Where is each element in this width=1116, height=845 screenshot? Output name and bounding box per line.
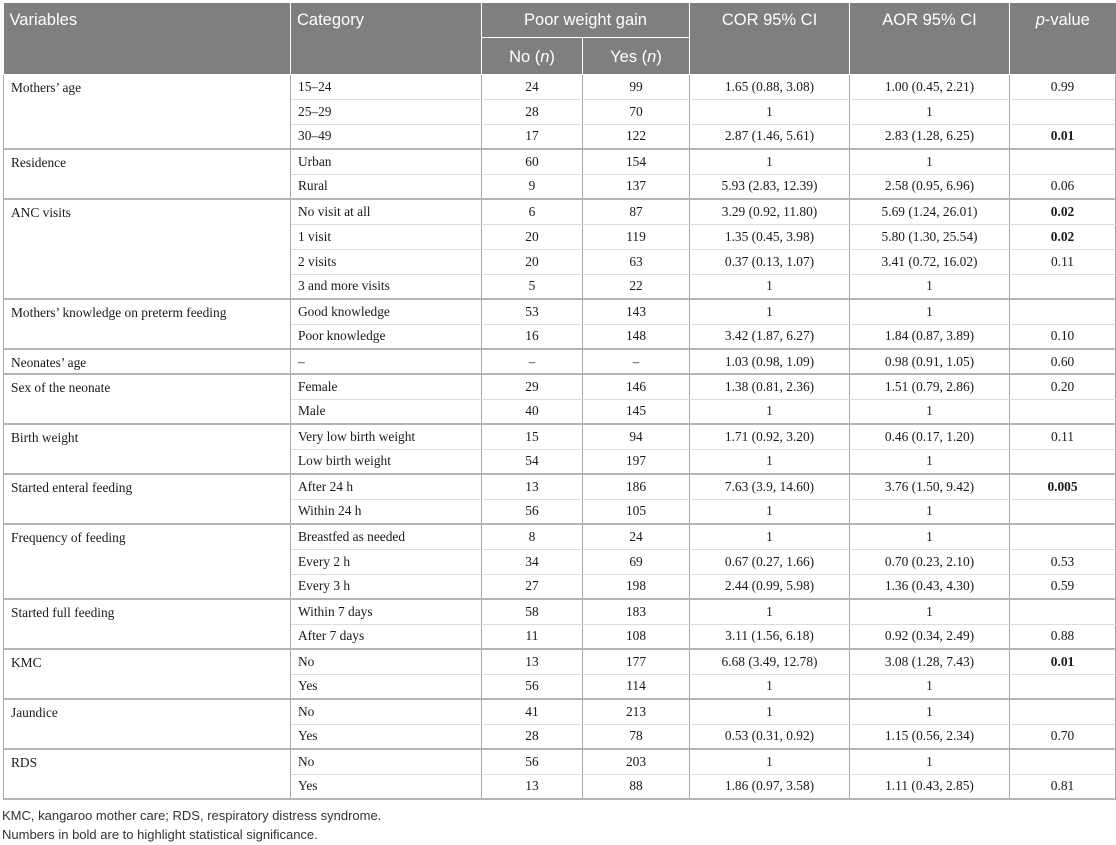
- p-value-cell: [1010, 399, 1116, 424]
- no-count-cell: 16: [482, 324, 583, 349]
- yes-count-cell: 145: [583, 399, 690, 424]
- cor-cell: 1.65 (0.88, 3.08): [690, 74, 850, 99]
- yes-count-cell: 198: [583, 574, 690, 599]
- no-count-cell: 60: [482, 149, 583, 174]
- yes-count-cell: 63: [583, 249, 690, 274]
- no-count-cell: 56: [482, 499, 583, 524]
- footnote-abbreviations: KMC, kangaroo mother care; RDS, respiratory distress syndrome.: [2, 808, 382, 823]
- p-value-cell: 0.06: [1010, 174, 1116, 199]
- no-count-cell: 58: [482, 599, 583, 624]
- category-cell: After 7 days: [291, 624, 482, 649]
- no-count-cell: 15: [482, 424, 583, 449]
- no-count-cell: 20: [482, 224, 583, 249]
- yes-count-cell: 197: [583, 449, 690, 474]
- p-value-cell: [1010, 499, 1116, 524]
- category-cell: 3 and more visits: [291, 274, 482, 299]
- cor-cell: 1: [690, 449, 850, 474]
- variable-cell: Mothers’ age: [4, 74, 291, 149]
- p-value-cell: 0.20: [1010, 374, 1116, 399]
- header-value-suffix: -value: [1044, 11, 1090, 29]
- aor-cell: 3.76 (1.50, 9.42): [850, 474, 1010, 499]
- aor-cell: 2.58 (0.95, 6.96): [850, 174, 1010, 199]
- yes-count-cell: 119: [583, 224, 690, 249]
- p-value-cell: 0.02: [1010, 224, 1116, 249]
- aor-cell: 0.46 (0.17, 1.20): [850, 424, 1010, 449]
- table-row: [4, 424, 1116, 449]
- table-row: [4, 474, 1116, 499]
- yes-count-cell: 183: [583, 599, 690, 624]
- no-count-cell: 6: [482, 199, 583, 224]
- p-value-cell: [1010, 274, 1116, 299]
- aor-cell: 1: [850, 149, 1010, 174]
- table-row: [4, 199, 1116, 224]
- aor-cell: 2.83 (1.28, 6.25): [850, 124, 1010, 149]
- header-poor-weight-gain: Poor weight gain: [482, 3, 690, 37]
- category-cell: Very low birth weight: [291, 424, 482, 449]
- table-row: [4, 74, 1116, 99]
- no-count-cell: 13: [482, 649, 583, 674]
- category-cell: 1 visit: [291, 224, 482, 249]
- category-cell: No: [291, 699, 482, 724]
- yes-count-cell: 22: [583, 274, 690, 299]
- header-yes-n-italic: n: [647, 47, 657, 66]
- aor-cell: 1: [850, 599, 1010, 624]
- table-body: [4, 74, 1116, 799]
- p-value-cell: [1010, 149, 1116, 174]
- p-value-cell: 0.11: [1010, 424, 1116, 449]
- yes-count-cell: 94: [583, 424, 690, 449]
- variable-cell: Jaundice: [4, 699, 291, 749]
- no-count-cell: 29: [482, 374, 583, 399]
- aor-cell: 3.08 (1.28, 7.43): [850, 649, 1010, 674]
- yes-count-cell: 105: [583, 499, 690, 524]
- aor-cell: 1: [850, 274, 1010, 299]
- table-row: [4, 749, 1116, 774]
- no-count-cell: 5: [482, 274, 583, 299]
- aor-cell: 1: [850, 299, 1010, 324]
- header-no-n-italic: n: [540, 47, 550, 66]
- aor-cell: 1: [850, 399, 1010, 424]
- category-cell: Breastfed as needed: [291, 524, 482, 549]
- yes-count-cell: –: [583, 349, 690, 374]
- variable-cell: Residence: [4, 149, 291, 199]
- header-no-close: ): [549, 47, 555, 66]
- yes-count-cell: 137: [583, 174, 690, 199]
- cor-cell: 1.71 (0.92, 3.20): [690, 424, 850, 449]
- cor-cell: 0.53 (0.31, 0.92): [690, 724, 850, 749]
- table-row: [4, 149, 1116, 174]
- aor-cell: 0.70 (0.23, 2.10): [850, 549, 1010, 574]
- cor-cell: 1: [690, 399, 850, 424]
- cor-cell: 7.63 (3.9, 14.60): [690, 474, 850, 499]
- yes-count-cell: 146: [583, 374, 690, 399]
- variable-cell: Frequency of feeding: [4, 524, 291, 599]
- p-value-cell: 0.02: [1010, 199, 1116, 224]
- category-cell: Yes: [291, 774, 482, 799]
- category-cell: No: [291, 649, 482, 674]
- category-cell: –: [291, 349, 482, 374]
- aor-cell: 1: [850, 99, 1010, 124]
- aor-cell: 5.80 (1.30, 25.54): [850, 224, 1010, 249]
- cor-cell: 1: [690, 674, 850, 699]
- footnote-bold-meaning: Numbers in bold are to highlight statistical significance.: [2, 827, 318, 842]
- category-cell: Low birth weight: [291, 449, 482, 474]
- variable-cell: Started full feeding: [4, 599, 291, 649]
- yes-count-cell: 108: [583, 624, 690, 649]
- category-cell: No: [291, 749, 482, 774]
- p-value-cell: 0.88: [1010, 624, 1116, 649]
- category-cell: 30–49: [291, 124, 482, 149]
- p-value-cell: 0.70: [1010, 724, 1116, 749]
- cor-cell: 1: [690, 149, 850, 174]
- aor-cell: 1: [850, 524, 1010, 549]
- category-cell: Urban: [291, 149, 482, 174]
- variable-cell: Started enteral feeding: [4, 474, 291, 524]
- category-cell: Poor knowledge: [291, 324, 482, 349]
- p-value-cell: 0.81: [1010, 774, 1116, 799]
- header-aor: AOR 95% CI: [850, 3, 1010, 74]
- header-category: Category: [291, 3, 482, 74]
- yes-count-cell: 114: [583, 674, 690, 699]
- aor-cell: 1.84 (0.87, 3.89): [850, 324, 1010, 349]
- yes-count-cell: 154: [583, 149, 690, 174]
- table-row: [4, 524, 1116, 549]
- header-no-n: [482, 37, 583, 74]
- no-count-cell: 11: [482, 624, 583, 649]
- aor-cell: 1: [850, 749, 1010, 774]
- yes-count-cell: 88: [583, 774, 690, 799]
- aor-cell: 1: [850, 449, 1010, 474]
- cor-cell: 1: [690, 749, 850, 774]
- cor-cell: 1: [690, 599, 850, 624]
- p-value-cell: 0.53: [1010, 549, 1116, 574]
- no-count-cell: 27: [482, 574, 583, 599]
- table-header: [4, 3, 1116, 74]
- no-count-cell: 34: [482, 549, 583, 574]
- cor-cell: 1: [690, 699, 850, 724]
- cor-cell: 1.03 (0.98, 1.09): [690, 349, 850, 374]
- aor-cell: 1.15 (0.56, 2.34): [850, 724, 1010, 749]
- no-count-cell: 17: [482, 124, 583, 149]
- cor-cell: 2.44 (0.99, 5.98): [690, 574, 850, 599]
- no-count-cell: 8: [482, 524, 583, 549]
- category-cell: Female: [291, 374, 482, 399]
- cor-cell: 1.35 (0.45, 3.98): [690, 224, 850, 249]
- header-cor: COR 95% CI: [690, 3, 850, 74]
- cor-cell: 1: [690, 274, 850, 299]
- yes-count-cell: 69: [583, 549, 690, 574]
- no-count-cell: 54: [482, 449, 583, 474]
- category-cell: 15–24: [291, 74, 482, 99]
- header-yes-label: Yes (: [610, 47, 648, 66]
- p-value-cell: [1010, 674, 1116, 699]
- no-count-cell: –: [482, 349, 583, 374]
- no-count-cell: 13: [482, 774, 583, 799]
- aor-cell: 3.41 (0.72, 16.02): [850, 249, 1010, 274]
- category-cell: Yes: [291, 674, 482, 699]
- yes-count-cell: 70: [583, 99, 690, 124]
- yes-count-cell: 122: [583, 124, 690, 149]
- cor-cell: 2.87 (1.46, 5.61): [690, 124, 850, 149]
- no-count-cell: 28: [482, 99, 583, 124]
- table-row: [4, 349, 1116, 374]
- aor-cell: 1: [850, 499, 1010, 524]
- category-cell: Good knowledge: [291, 299, 482, 324]
- aor-cell: 1: [850, 699, 1010, 724]
- no-count-cell: 13: [482, 474, 583, 499]
- variable-cell: ANC visits: [4, 199, 291, 299]
- cor-cell: 1: [690, 299, 850, 324]
- yes-count-cell: 87: [583, 199, 690, 224]
- table-row: [4, 649, 1116, 674]
- category-cell: Within 24 h: [291, 499, 482, 524]
- header-yes-close: ): [656, 47, 662, 66]
- cor-cell: 1: [690, 499, 850, 524]
- variable-cell: Birth weight: [4, 424, 291, 474]
- yes-count-cell: 143: [583, 299, 690, 324]
- aor-cell: 0.92 (0.34, 2.49): [850, 624, 1010, 649]
- yes-count-cell: 148: [583, 324, 690, 349]
- cor-cell: 1.38 (0.81, 2.36): [690, 374, 850, 399]
- yes-count-cell: 213: [583, 699, 690, 724]
- no-count-cell: 56: [482, 674, 583, 699]
- header-no-label: No (: [509, 47, 541, 66]
- no-count-cell: 20: [482, 249, 583, 274]
- regression-table: [3, 3, 1116, 800]
- no-count-cell: 40: [482, 399, 583, 424]
- cor-cell: 3.42 (1.87, 6.27): [690, 324, 850, 349]
- cor-cell: 0.37 (0.13, 1.07): [690, 249, 850, 274]
- cor-cell: 1: [690, 524, 850, 549]
- category-cell: After 24 h: [291, 474, 482, 499]
- variable-cell: Mothers’ knowledge on preterm feeding: [4, 299, 291, 349]
- no-count-cell: 24: [482, 74, 583, 99]
- category-cell: 2 visits: [291, 249, 482, 274]
- p-value-cell: 0.59: [1010, 574, 1116, 599]
- cor-cell: 0.67 (0.27, 1.66): [690, 549, 850, 574]
- category-cell: Every 2 h: [291, 549, 482, 574]
- aor-cell: 1.11 (0.43, 2.85): [850, 774, 1010, 799]
- header-yes-n: [583, 37, 690, 74]
- table-row: [4, 299, 1116, 324]
- table-row: [4, 599, 1116, 624]
- aor-cell: 5.69 (1.24, 26.01): [850, 199, 1010, 224]
- p-value-cell: [1010, 449, 1116, 474]
- table-row: [4, 699, 1116, 724]
- no-count-cell: 53: [482, 299, 583, 324]
- aor-cell: 1.36 (0.43, 4.30): [850, 574, 1010, 599]
- variable-cell: KMC: [4, 649, 291, 699]
- cor-cell: 1: [690, 99, 850, 124]
- variable-cell: Sex of the neonate: [4, 374, 291, 424]
- category-cell: Within 7 days: [291, 599, 482, 624]
- aor-cell: 1: [850, 674, 1010, 699]
- category-cell: 25–29: [291, 99, 482, 124]
- aor-cell: 1.51 (0.79, 2.86): [850, 374, 1010, 399]
- p-value-cell: [1010, 749, 1116, 774]
- header-variables: Variables: [4, 3, 291, 74]
- header-p-italic: p: [1035, 11, 1045, 29]
- yes-count-cell: 78: [583, 724, 690, 749]
- p-value-cell: [1010, 699, 1116, 724]
- p-value-cell: 0.005: [1010, 474, 1116, 499]
- yes-count-cell: 24: [583, 524, 690, 549]
- header-p-value: [1010, 3, 1116, 74]
- p-value-cell: [1010, 299, 1116, 324]
- variable-cell: Neonates’ age: [4, 349, 291, 374]
- p-value-cell: 0.99: [1010, 74, 1116, 99]
- p-value-cell: 0.60: [1010, 349, 1116, 374]
- p-value-cell: [1010, 524, 1116, 549]
- yes-count-cell: 99: [583, 74, 690, 99]
- aor-cell: 1.00 (0.45, 2.21): [850, 74, 1010, 99]
- p-value-cell: 0.01: [1010, 649, 1116, 674]
- yes-count-cell: 177: [583, 649, 690, 674]
- aor-cell: 0.98 (0.91, 1.05): [850, 349, 1010, 374]
- yes-count-cell: 186: [583, 474, 690, 499]
- no-count-cell: 9: [482, 174, 583, 199]
- category-cell: Male: [291, 399, 482, 424]
- table-row: [4, 374, 1116, 399]
- cor-cell: 1.86 (0.97, 3.58): [690, 774, 850, 799]
- category-cell: Rural: [291, 174, 482, 199]
- cor-cell: 6.68 (3.49, 12.78): [690, 649, 850, 674]
- category-cell: Yes: [291, 724, 482, 749]
- no-count-cell: 28: [482, 724, 583, 749]
- p-value-cell: 0.11: [1010, 249, 1116, 274]
- p-value-cell: 0.10: [1010, 324, 1116, 349]
- yes-count-cell: 203: [583, 749, 690, 774]
- category-cell: No visit at all: [291, 199, 482, 224]
- variable-cell: RDS: [4, 749, 291, 799]
- p-value-cell: [1010, 99, 1116, 124]
- cor-cell: 3.29 (0.92, 11.80): [690, 199, 850, 224]
- p-value-cell: 0.01: [1010, 124, 1116, 149]
- no-count-cell: 41: [482, 699, 583, 724]
- p-value-cell: [1010, 599, 1116, 624]
- cor-cell: 5.93 (2.83, 12.39): [690, 174, 850, 199]
- cor-cell: 3.11 (1.56, 6.18): [690, 624, 850, 649]
- no-count-cell: 56: [482, 749, 583, 774]
- category-cell: Every 3 h: [291, 574, 482, 599]
